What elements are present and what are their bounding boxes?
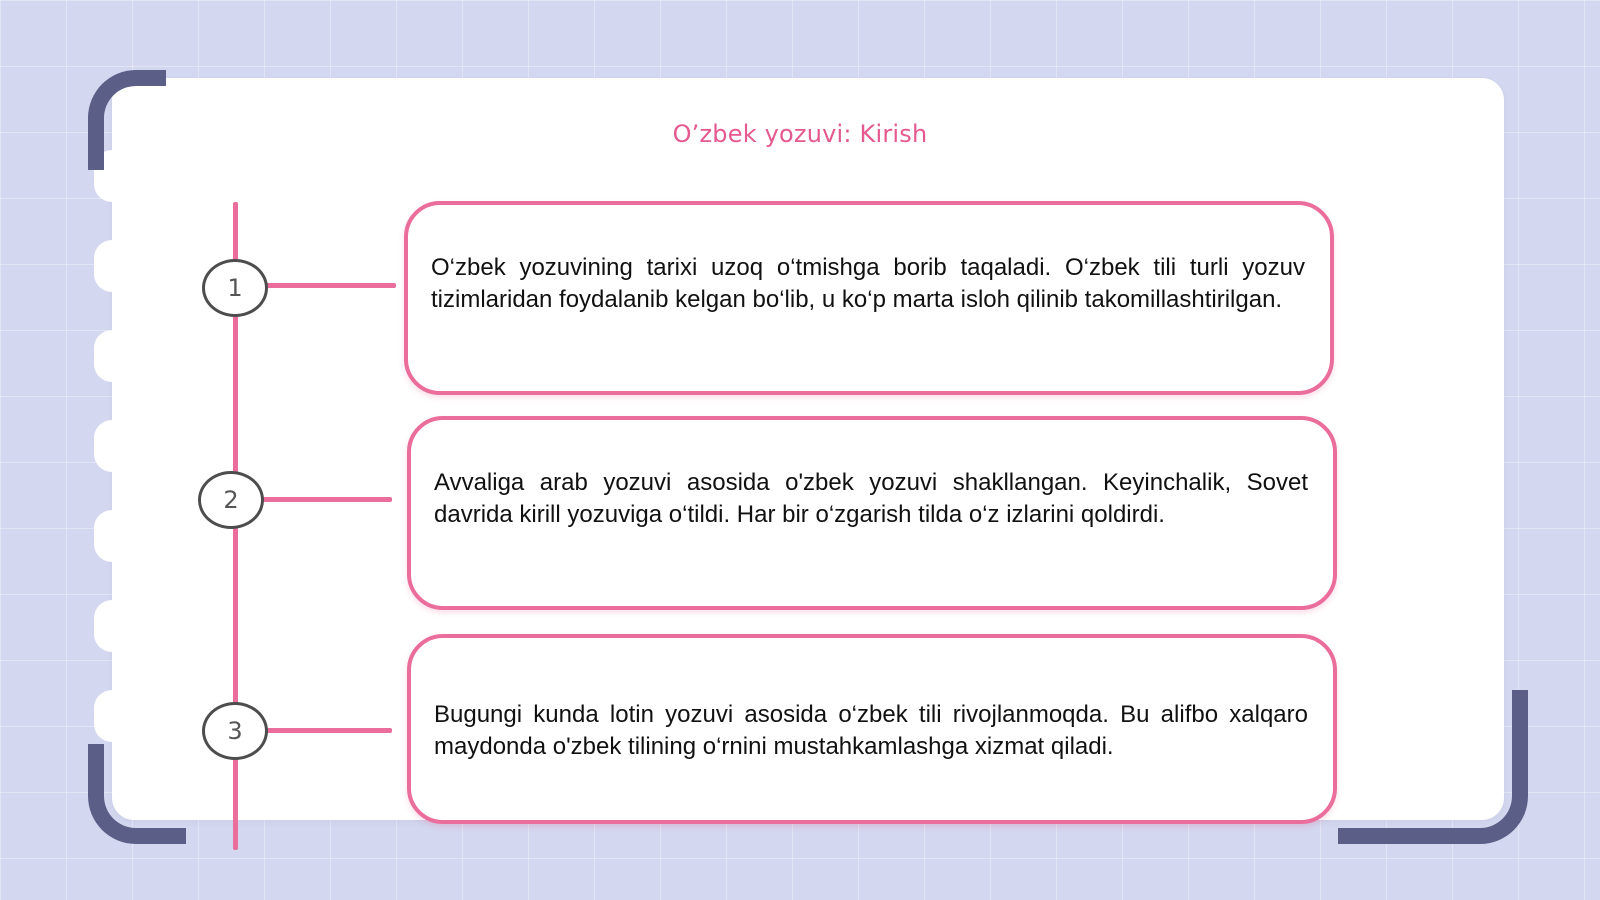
paper-scallop bbox=[94, 690, 130, 742]
paper-scallop bbox=[94, 600, 130, 652]
corner-bracket-bottom-right bbox=[1338, 690, 1528, 844]
step-card-text: Avvaliga arab yozuvi asosida o'zbek yozuvi shakllangan. Keyinchalik, Sovet davrida kirill yozuviga o‘tildi. Har bir o‘zgarish tilda o‘z izlarini qoldirdi. bbox=[434, 469, 1308, 528]
step-number: 1 bbox=[227, 274, 243, 302]
step-number: 2 bbox=[223, 486, 239, 514]
corner-bracket-bottom-left bbox=[88, 744, 186, 844]
paper-scallop bbox=[94, 510, 130, 562]
timeline-connector bbox=[262, 497, 392, 502]
step-number-circle bbox=[198, 471, 264, 529]
step-number-circle bbox=[202, 702, 268, 760]
step-card-text: O‘zbek yozuvining tarixi uzoq o‘tmishga borib taqaladi. O‘zbek tili turli yozuv tizimlaridan foydalanib kelgan bo‘lib, u ko‘p marta isloh qilinib takomillashtirilgan. bbox=[431, 254, 1305, 313]
paper-scallop bbox=[94, 240, 130, 292]
corner-bracket-top-left bbox=[88, 70, 166, 170]
timeline-connector bbox=[266, 728, 392, 733]
step-card-text: Bugungi kunda lotin yozuvi asosida o‘zbek tili rivojlanmoqda. Bu alifbo xalqaro maydonda o'zbek tilining o‘rnini mustahkamlashga xizmat qiladi. bbox=[434, 701, 1308, 760]
timeline-connector bbox=[266, 283, 396, 288]
paper-scallop bbox=[94, 420, 130, 472]
step-number: 3 bbox=[227, 717, 243, 745]
slide-title: Oʼzbek yozuvi: Kirish bbox=[672, 120, 928, 148]
paper-scallop bbox=[94, 330, 130, 382]
step-number-circle bbox=[202, 259, 268, 317]
